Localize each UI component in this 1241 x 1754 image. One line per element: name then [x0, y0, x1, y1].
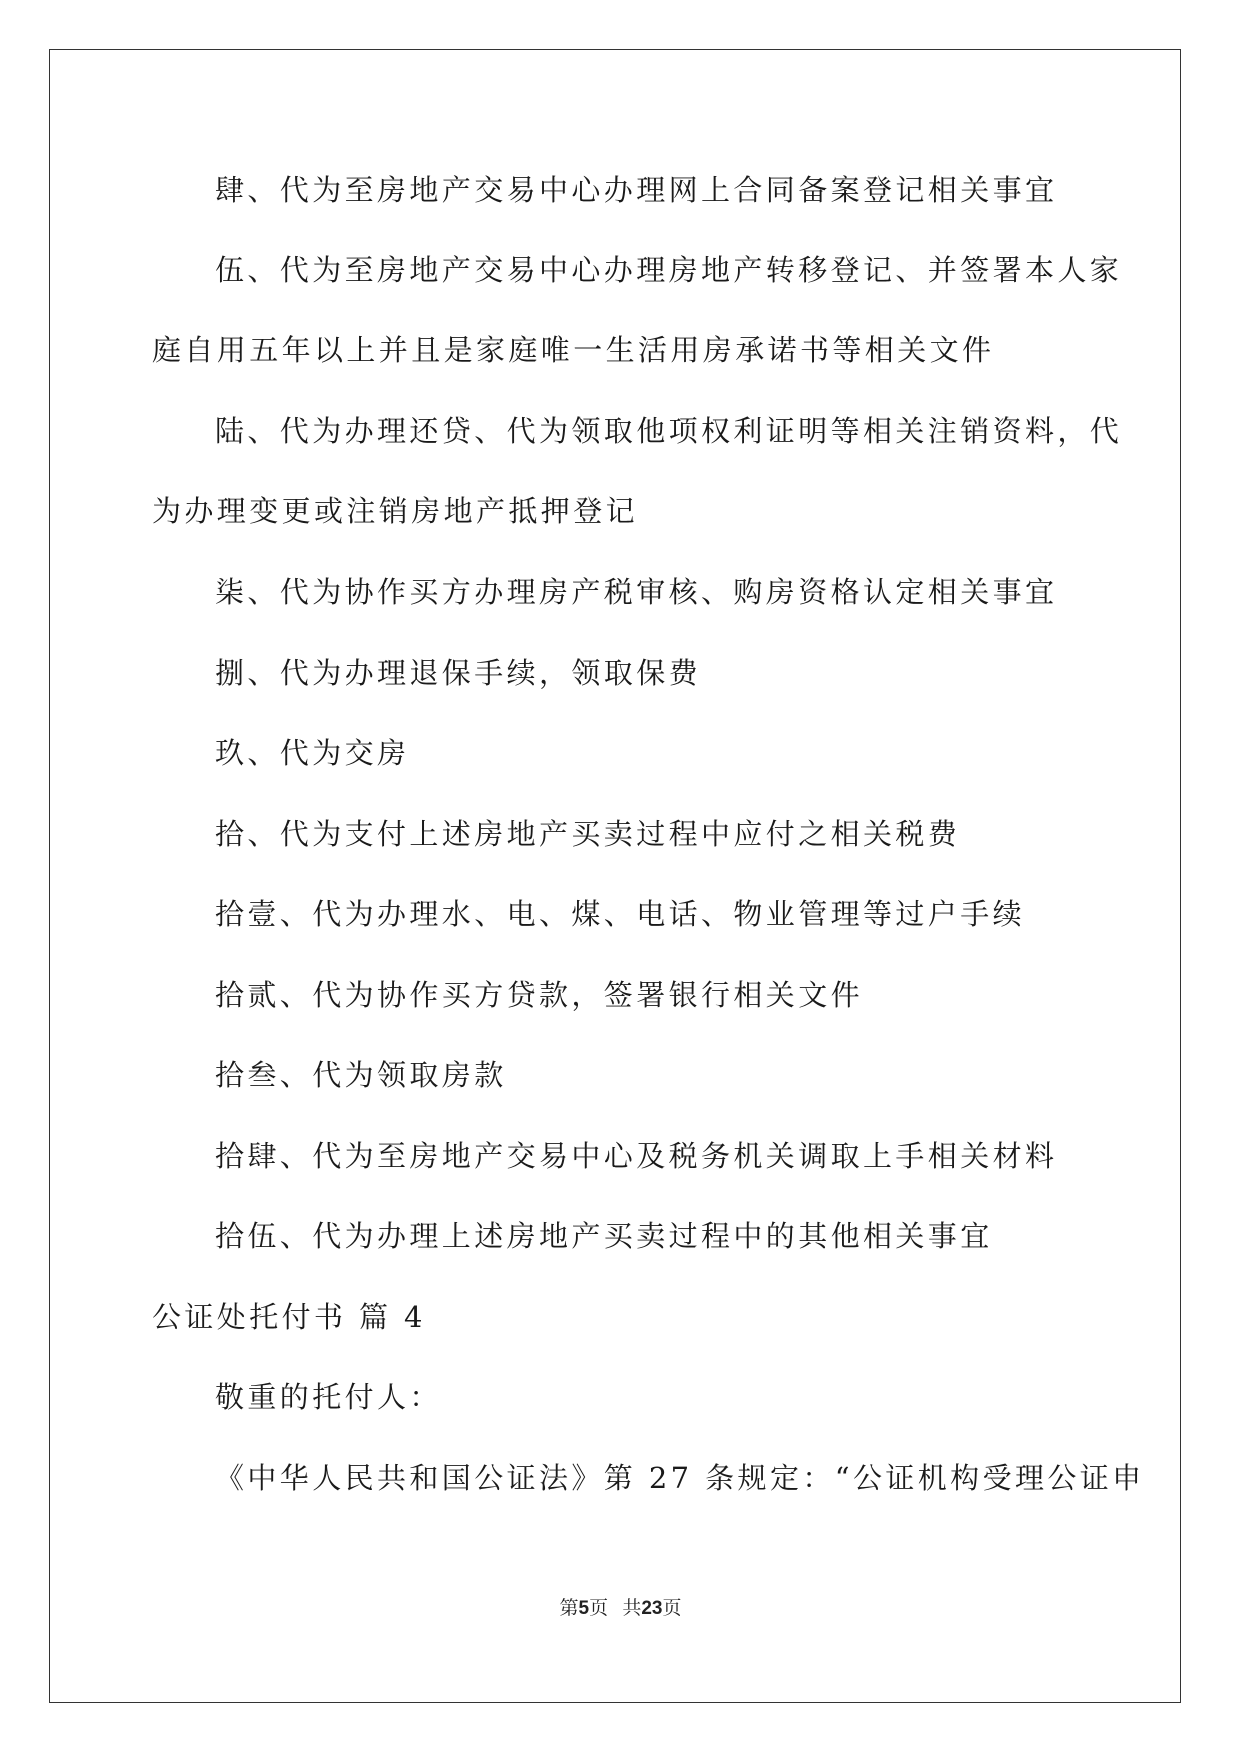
- text-line: 拾叁、代为领取房款: [215, 1058, 507, 1092]
- footer-prefix: 第: [559, 1598, 579, 1619]
- text-line: 拾伍、代为办理上述房地产买卖过程中的其他相关事宜: [215, 1219, 993, 1253]
- footer-mid: 页 共: [589, 1598, 642, 1619]
- text-line: 拾贰、代为协作买方贷款，签署银行相关文件: [215, 978, 864, 1012]
- text-line: 捌、代为办理退保手续，领取保费: [215, 656, 702, 690]
- section-heading: 公证处托付书 篇 4: [152, 1300, 426, 1334]
- footer-suffix: 页: [662, 1598, 682, 1619]
- text-line: 拾壹、代为办理水、电、煤、电话、物业管理等过户手续: [215, 897, 1026, 931]
- text-line: 拾肆、代为至房地产交易中心及税务机关调取上手相关材料: [215, 1139, 1058, 1173]
- text-line: 陆、代为办理还贷、代为领取他项权利证明等相关注销资料，代: [215, 414, 1123, 448]
- text-line: 柒、代为协作买方办理房产税审核、购房资格认定相关事宜: [215, 575, 1058, 609]
- text-line: 《中华人民共和国公证法》第 27 条规定：“公证机构受理公证申: [215, 1461, 1145, 1495]
- footer-page-number: 5: [578, 1598, 590, 1619]
- page-footer: [0, 1593, 1241, 1620]
- footer-total-pages: 23: [641, 1598, 663, 1619]
- salutation: 敬重的托付人：: [215, 1380, 442, 1414]
- page-border: [49, 49, 1181, 1703]
- text-line: 为办理变更或注销房地产抵押登记: [152, 494, 639, 528]
- text-line: 庭自用五年以上并且是家庭唯一生活用房承诺书等相关文件: [152, 333, 995, 367]
- text-line: 伍、代为至房地产交易中心办理房地产转移登记、并签署本人家: [215, 253, 1123, 287]
- text-line: 玖、代为交房: [215, 736, 410, 770]
- text-line: 拾、代为支付上述房地产买卖过程中应付之相关税费: [215, 817, 961, 851]
- text-line: 肆、代为至房地产交易中心办理网上合同备案登记相关事宜: [215, 173, 1058, 207]
